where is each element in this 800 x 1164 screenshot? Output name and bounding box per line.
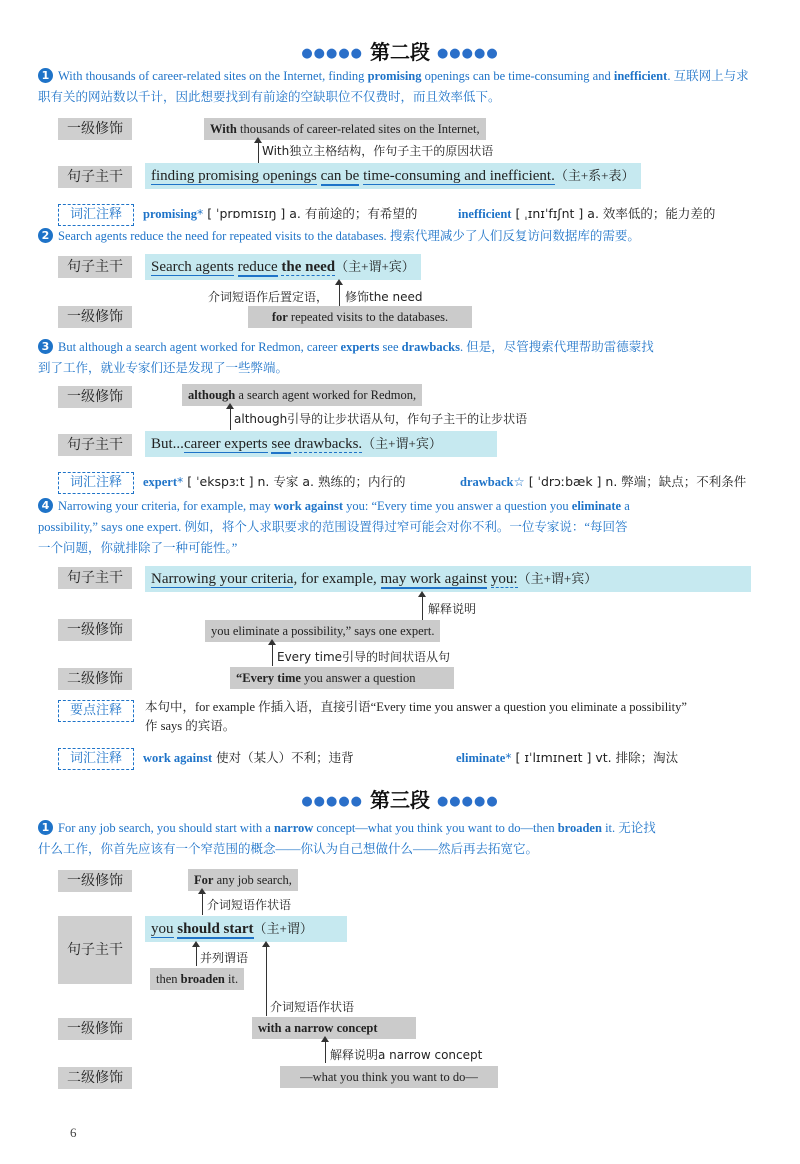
main-clause-box: But...career experts see drawbacks.（主+谓+宾）: [145, 431, 497, 457]
main-clause-box: Narrowing your criteria, for example, may work against you:（主+谓+宾）: [145, 566, 751, 592]
main-clause-box: Search agents reduce the need（主+谓+宾）: [145, 254, 421, 280]
label-main-clause: 句子主干: [58, 166, 132, 188]
label-level1-modifier: 一级修饰: [58, 1018, 132, 1040]
vocab-item: eliminate* [ ɪˈlɪmɪneɪt ] vt. 排除；淘汰: [456, 750, 679, 765]
arrow: [339, 284, 340, 306]
grammar-note: 并列谓语: [200, 951, 249, 965]
modifier-box: you eliminate a possibility,” says one expert.: [205, 620, 440, 642]
grammar-note: 修饰the need: [345, 290, 423, 304]
label-vocab: 词汇注释: [58, 204, 134, 226]
vocab-item: promising* [ ˈprɒmɪsɪŋ ] a. 有前途的；有希望的: [143, 206, 418, 221]
grammar-note: With独立主格结构，作句子主干的原因状语: [262, 144, 494, 158]
sentence-3: 3 But although a search agent worked for Redmon, career experts see drawbacks. 但是，尽管搜索代理帮助雷德蒙找 到了工作，就业专家们还是发现了一些弊端。: [38, 340, 654, 375]
vocab-item: expert* [ ˈekspɜːt ] n. 专家 a. 熟练的；内行的: [143, 474, 406, 489]
modifier-box: For any job search,: [188, 869, 298, 891]
grammar-note: 解释说明: [428, 602, 477, 616]
modifier-box: for repeated visits to the databases.: [248, 306, 472, 328]
label-level1-modifier: 一级修饰: [58, 386, 132, 408]
section-title-2: ●●●●● 第二段 ●●●●●: [301, 40, 499, 64]
label-key-point: 要点注释: [58, 700, 134, 722]
modifier-box: then broaden it.: [150, 968, 244, 990]
label-main-clause: 句子主干: [58, 256, 132, 278]
label-level1-modifier: 一级修饰: [58, 870, 132, 892]
label-level2-modifier: 二级修饰: [58, 668, 132, 690]
modifier-box: —what you think you want to do—: [280, 1066, 498, 1088]
modifier-box: “Every time you answer a question: [230, 667, 454, 689]
grammar-note: although引导的让步状语从句，作句子主干的让步状语: [234, 412, 528, 426]
modifier-box: With thousands of career-related sites on the Internet,: [204, 118, 486, 140]
grammar-note: 解释说明a narrow concept: [330, 1048, 483, 1062]
grammar-note: 介词短语作后置定语，: [208, 290, 329, 304]
sentence-4: 4 Narrowing your criteria, for example, may work against you: “Every time you answer a question you eliminate a possibility,” says one expert. 例如，将个人求职要求的范围设置得过窄可能会对你不利。一位专家说：“每回答 一个问题，你就排除了一种可能性。”: [38, 499, 630, 555]
arrow: [196, 946, 197, 966]
label-level2-modifier: 二级修饰: [58, 1067, 132, 1089]
arrow: [202, 893, 203, 915]
label-vocab: 词汇注释: [58, 472, 134, 494]
vocab-item: work against 使对（某人）不利；违背: [143, 750, 354, 765]
label-main-clause: 句子主干: [58, 916, 132, 984]
sentence-1: 1 With thousands of career-related sites on the Internet, finding promising openings can be time-consuming and inefficient. 互联网上与求职有关的网站数以千计，因此想要找到有前途的空缺职位不仅费时，而且效率低下。: [38, 69, 749, 104]
vocab-item: inefficient [ ˌɪnɪˈfɪʃnt ] a. 效率低的；能力差的: [458, 206, 716, 221]
label-level1-modifier: 一级修饰: [58, 306, 132, 328]
grammar-note: Every time引导的时间状语从句: [277, 650, 451, 664]
label-main-clause: 句子主干: [58, 567, 132, 589]
grammar-note: 介词短语作状语: [207, 898, 292, 912]
arrow: [325, 1041, 326, 1063]
modifier-box: although a search agent worked for Redmon,: [182, 384, 422, 406]
section-title-3: ●●●●● 第三段 ●●●●●: [301, 788, 499, 812]
grammar-note: 介词短语作状语: [270, 1000, 355, 1014]
main-clause-box: you should start（主+谓）: [145, 916, 347, 942]
sentence-3-1: 1 For any job search, you should start with a narrow concept—what you think you want to do—then broaden it. 无论找 什么工作，你首先应该有一个窄范围的概念——你认为自己想做什么——然后再去拓宽它。: [38, 821, 656, 856]
arrow: [266, 946, 267, 1016]
label-level1-modifier: 一级修饰: [58, 619, 132, 641]
label-level1-modifier: 一级修饰: [58, 118, 132, 140]
key-point-text: 本句中，for example 作插入语，直接引语“Every time you answer a question you eliminate a possibility” 作 says 的宾语。: [145, 700, 687, 733]
page-number: 6: [70, 1125, 77, 1140]
vocab-item: drawback☆ [ ˈdrɔːbæk ] n. 弊端；缺点；不利条件: [460, 474, 747, 489]
modifier-box: with a narrow concept: [252, 1017, 416, 1039]
arrow: [230, 408, 231, 430]
sentence-2: 2 Search agents reduce the need for repeated visits to the databases. 搜索代理减少了人们反复访问数据库的需要。: [38, 226, 750, 247]
arrow: [272, 644, 273, 666]
label-vocab: 词汇注释: [58, 748, 134, 770]
label-main-clause: 句子主干: [58, 434, 132, 456]
main-clause-box: finding promising openings can be time-consuming and inefficient.（主+系+表）: [145, 163, 641, 189]
arrow: [422, 596, 423, 620]
